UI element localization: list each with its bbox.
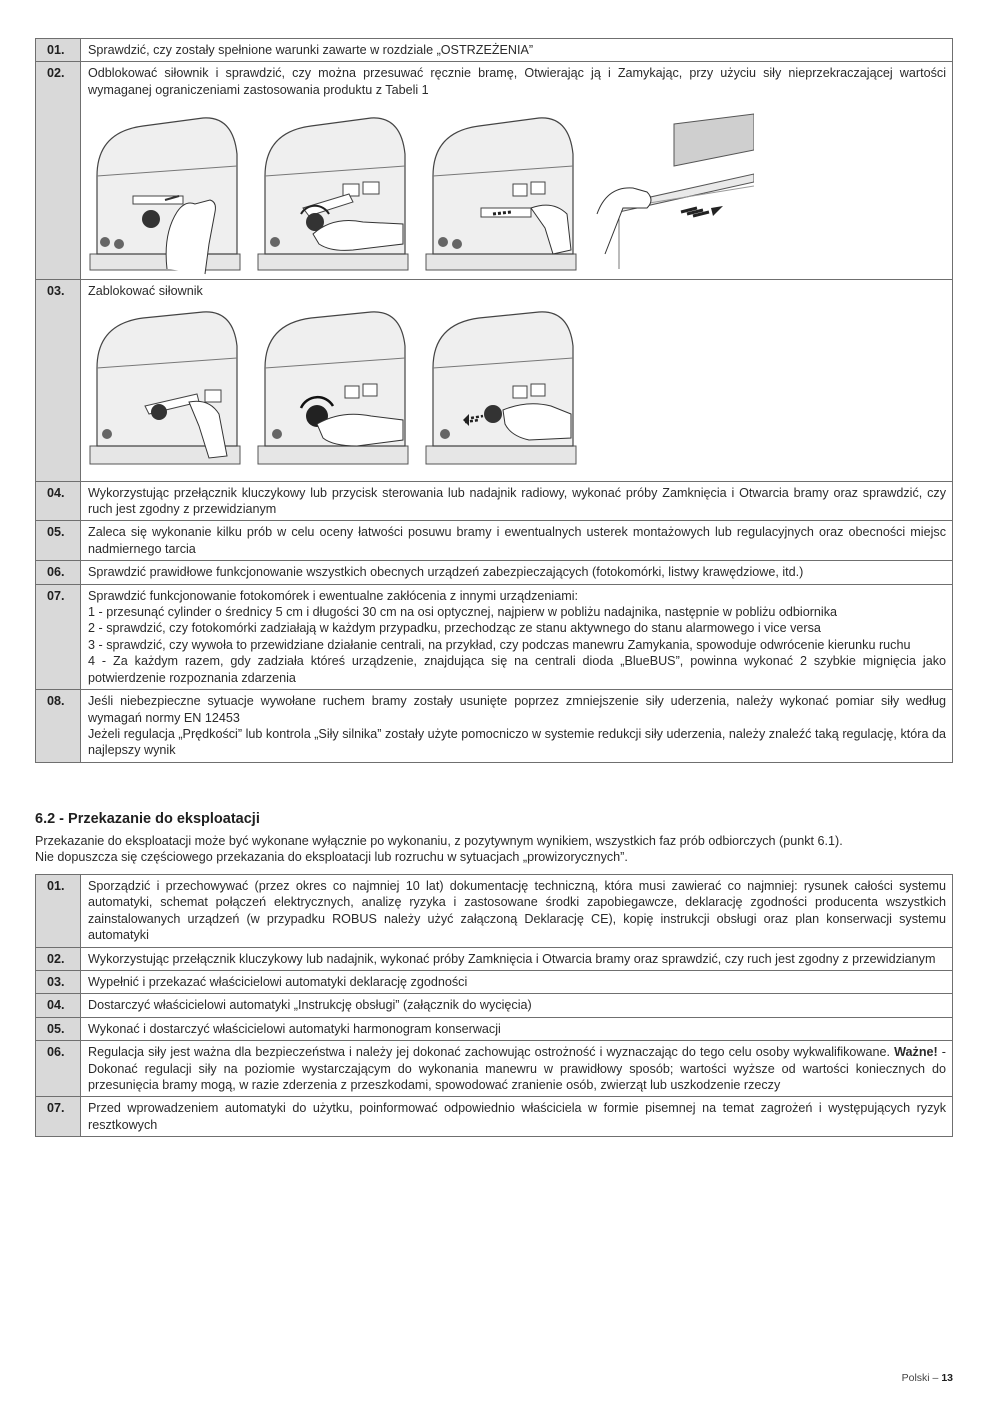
step-text: Odblokować siłownik i sprawdzić, czy można przesuwać ręcznie bramę, Otwierając ją i Zamykając, przy użyciu siły nieprzekraczającej wartości wymaganej ograniczeniami zastosowania produktu z Tabeli 1	[81, 62, 953, 280]
step-number: 03.	[36, 280, 81, 481]
motor-lock-remove-key-icon	[421, 306, 586, 478]
step-text: Sporządzić i przechowywać (przez okres co najmniej 10 lat) dokumentację techniczną, która musi zawierać co najmniej: rysunek całości systemu automatyki, schemat połączeń elektrycznych, analizę ryzyka i zastosowane środki zapobiegawcze, deklarację zgodności producenta wszystkich zainstalowanych urządzeń (w przypadku ROBUS należy użyć załączoną Deklarację CE), kopię instrukcji obsługi oraz plan konserwacji systemu automatyki	[81, 875, 953, 948]
step-text: Dostarczyć właścicielowi automatyki „Instrukcję obsługi” (załącznik do wycięcia)	[81, 994, 953, 1017]
motor-unlock-pull-lever-icon	[421, 104, 586, 276]
table-row	[36, 521, 953, 561]
motor-lock-push-lever-icon	[85, 306, 250, 478]
table-row	[36, 1041, 953, 1097]
step-number: 01.	[36, 39, 81, 62]
table-row	[36, 1097, 953, 1137]
table-row	[36, 584, 953, 689]
step-number: 01.	[36, 875, 81, 948]
footer-language: Polski –	[901, 1372, 942, 1384]
table-row	[36, 481, 953, 521]
table-row	[36, 62, 953, 280]
table-row	[36, 39, 953, 62]
section-title: 6.2 - Przekazanie do eksploatacji	[35, 811, 260, 827]
step-number: 02.	[36, 947, 81, 970]
test-steps-table	[35, 38, 953, 763]
step-text: Wykorzystując przełącznik kluczykowy lub przycisk sterowania lub nadajnik radiowy, wykonać próby Zamknięcia i Otwarcia bramy oraz sprawdzić, czy ruch jest zgodny z przewidzianym	[81, 481, 953, 521]
gate-push-by-hand-icon	[589, 104, 754, 276]
table-row	[36, 561, 953, 584]
step-text: Sprawdzić prawidłowe funkcjonowanie wszystkich obecnych urządzeń zabezpieczających (fotokomórki, listwy krawędziowe, itd.)	[81, 561, 953, 584]
step-number: 07.	[36, 584, 81, 689]
step-text: Sprawdzić funkcjonowanie fotokomórek i ewentualne zakłócenia z innymi urządzeniami: 1 - przesunąć cylinder o średnicy 5 cm i długości 30 cm na osi optycznej, najpierw w pobliżu nadajnika, następnie w pobliżu odbiornika 2 - sprawdzić, czy fotokomórki zadziałają w każdym przypadku, przechodząc ze stanu aktywnego do stanu alarmowego i vice versa 3 - sprawdzić, czy wywoła to przewidziane działanie centrali, na przykład, czy podczas manewru Zamykania, spowoduje odwrócenie kierunku ruchu 4 - Za każdym razem, gdy zadziała któreś urządzenie, znajdująca się na centrali dioda „BlueBUS”, powinna wykonać 2 szybkie mignięcia jako potwierdzenie rozpoznania zdarzenia	[81, 584, 953, 689]
table-row	[36, 994, 953, 1017]
unlock-illustrations	[85, 104, 946, 276]
step-number: 08.	[36, 690, 81, 763]
motor-lock-turn-key-icon	[253, 306, 418, 478]
table-row	[36, 875, 953, 948]
motor-unlock-insert-key-icon	[85, 104, 250, 276]
step-text: Jeśli niebezpieczne sytuacje wywołane ruchem bramy zostały usunięte poprzez zmniejszenie siły uderzenia, należy wykonać pomiar siły według wymagań normy EN 12453 Jeżeli regulacja „Prędkości” lub kontrola „Siły silnika” zostały użyte pomocniczo w systemie redukcji siły uderzenia, należy znaleźć taką regulację, która da najlepszy wynik	[81, 690, 953, 763]
page-number: 13	[941, 1372, 953, 1384]
table-row	[36, 947, 953, 970]
motor-unlock-turn-key-icon	[253, 104, 418, 276]
warning-label: Ważne!	[894, 1045, 938, 1060]
step-text: Wypełnić i przekazać właścicielowi automatyki deklarację zgodności	[81, 971, 953, 994]
step-text: Wykonać i dostarczyć właścicielowi automatyki harmonogram konserwacji	[81, 1017, 953, 1040]
step-number: 02.	[36, 62, 81, 280]
section-intro: Przekazanie do eksploatacji może być wykonane wyłącznie po wykonaniu, z pozytywnym wynikiem, wszystkich faz prób odbiorczych (punkt 6.1). Nie dopuszcza się częściowego przekazania do eksploatacji lub rozruchu w sytuacjach „prowizorycznych”.	[35, 834, 843, 865]
step-number: 04.	[36, 994, 81, 1017]
table-row	[36, 1017, 953, 1040]
step-number: 06.	[36, 1041, 81, 1097]
page-footer	[902, 1372, 953, 1384]
step-number: 07.	[36, 1097, 81, 1137]
step-text: Zablokować siłownik	[81, 280, 953, 481]
step-text: Przed wprowadzeniem automatyki do użytku, poinformować odpowiednio właściciela w formie pisemnej na temat zagrożeń i występujących ryzyk resztkowych	[81, 1097, 953, 1137]
table-row	[36, 690, 953, 763]
step-number: 06.	[36, 561, 81, 584]
lock-illustrations	[85, 306, 946, 478]
step-number: 04.	[36, 481, 81, 521]
step-number: 05.	[36, 1017, 81, 1040]
handover-steps-table	[35, 874, 953, 1137]
step-text: Sprawdzić, czy zostały spełnione warunki zawarte w rozdziale „OSTRZEŻENIA”	[81, 39, 953, 62]
step-text: Regulacja siły jest ważna dla bezpieczeństwa i należy jej dokonać zachowując ostrożność i wyznaczając do tego celu osoby wykwalifikowane. Ważne! - Dokonać regulacji siły na poziomie wystarczającym do wykonania manewru w prawidłowy sposób; wartości wyższe od wartości koniecznych do przesunięcia bramy mogą, w razie zderzenia z przeszkodami, spowodować zranienie osób, zwierząt lub uszkodzenie rzeczy	[81, 1041, 953, 1097]
table-row	[36, 971, 953, 994]
table-row	[36, 280, 953, 481]
step-text: Wykorzystując przełącznik kluczykowy lub nadajnik, wykonać próby Zamknięcia i Otwarcia bramy oraz sprawdzić, czy ruch jest zgodny z przewidzianym	[81, 947, 953, 970]
step-number: 03.	[36, 971, 81, 994]
step-text: Zaleca się wykonanie kilku prób w celu oceny łatwości posuwu bramy i ewentualnych usterek montażowych lub regulacyjnych oraz obecności miejsc nadmiernego tarcia	[81, 521, 953, 561]
step-number: 05.	[36, 521, 81, 561]
